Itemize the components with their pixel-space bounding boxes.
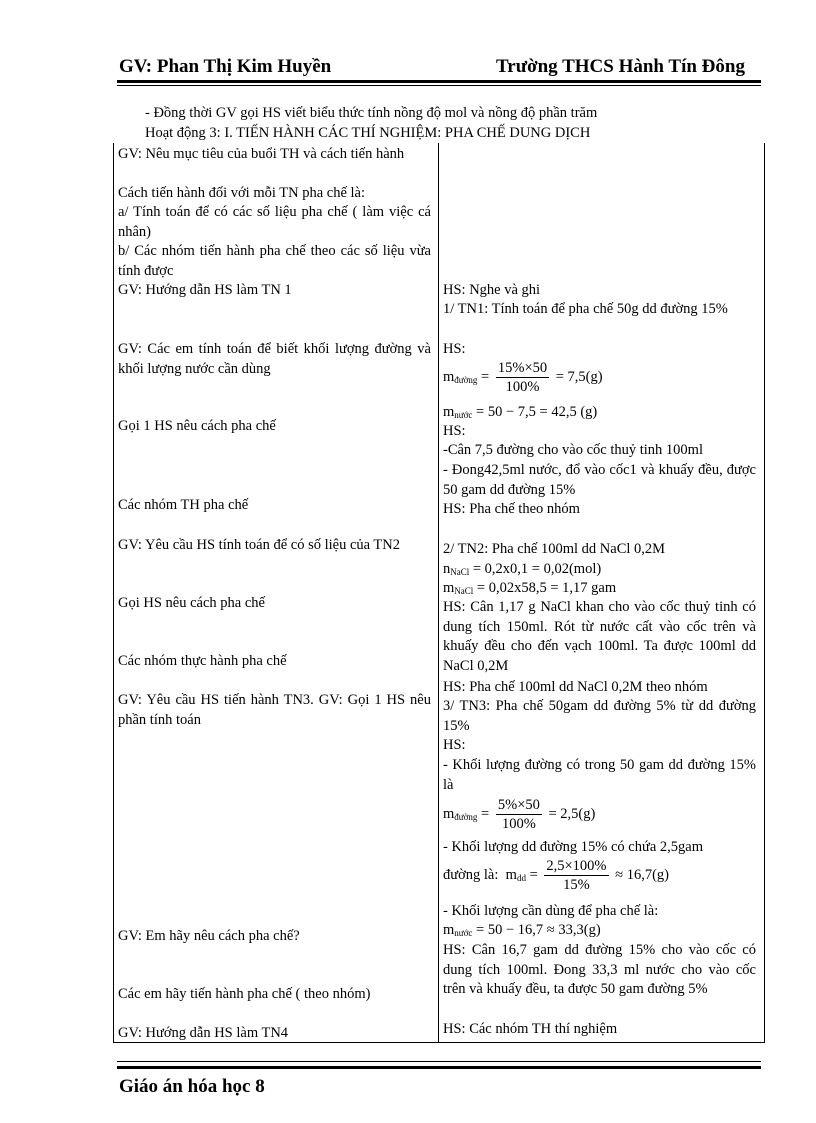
left-tn3-calc: GV: Yêu cầu HS tiến hành TN3. GV: Gọi 1 HS nêu phần tính toán bbox=[118, 692, 431, 728]
left-tn1-guide: GV: Hướng dẫn HS làm TN 1 bbox=[118, 282, 292, 298]
header-teacher: GV: Phan Thị Kim Huyền bbox=[119, 56, 332, 77]
left-tn2-method: Gọi HS nêu cách pha chế bbox=[118, 595, 265, 611]
left-tn3-practice: Các em hãy tiến hành pha chế ( theo nhóm) bbox=[118, 986, 371, 1002]
table-column-divider bbox=[438, 143, 439, 1042]
left-tn1-calc: GV: Các em tính toán để biết khối lượng đường và khối lượng nước cần dùng bbox=[118, 341, 431, 377]
formula-nacl-mass: $m_{NaCl} = 0,02x58,5 = 1,17$ gam bbox=[443, 580, 617, 596]
intro-line-2: Hoạt động 3: I. TIẾN HÀNH CÁC THÍ NGHIỆM: PHA CHẾ DUNG DỊCH bbox=[145, 125, 591, 141]
right-hs-label: HS: bbox=[443, 423, 466, 439]
left-tn3-method: GV: Em hãy nêu cách pha chế? bbox=[118, 928, 300, 944]
footer-title: Giáo án hóa học 8 bbox=[119, 1076, 265, 1097]
left-tn4-guide: GV: Hướng dẫn HS làm TN4 bbox=[118, 1025, 289, 1041]
formula-sugar-mass-tn3: $m_{đường}$ = $\frac{5\%\times 50}{100\%}$ = 2,5(g) bbox=[443, 797, 596, 832]
right-tn1-mix: - Đong42,5ml nước, đổ vào cốc1 và khuấy đều, được 50 gam dd đường 15% bbox=[443, 462, 756, 498]
right-tn3-sugar-text: - Khối lượng đường có trong 50 gam dd đường 15% là bbox=[443, 757, 756, 793]
left-step-b: b/ Các nhóm tiến hành pha chế theo các số liệu vừa tính được bbox=[118, 243, 431, 279]
right-tn2-method: HS: Cân 1,17 g NaCl khan cho vào cốc thuỷ tinh có dung tích 150ml. Rót từ nước cất vào cốc trên và khuấy đều cho đến vạch 100ml. Ta được 100ml dd NaCl 0,2M bbox=[443, 599, 756, 674]
left-tn2-practice: Các nhóm thực hành pha chế bbox=[118, 653, 287, 669]
right-tn3-title: 3/ TN3: Pha chế 50gam dd đường 5% từ dd đường 15% bbox=[443, 698, 756, 734]
right-tn1-group: HS: Pha chế theo nhóm bbox=[443, 501, 580, 517]
formula-water-mass-tn3: $m_{nước} = 50 - 16,7 \approx 33,3(g)$ bbox=[443, 922, 601, 938]
left-goal: GV: Nêu mục tiêu của buổi TH và cách tiến hành bbox=[118, 146, 405, 162]
left-procedure: Cách tiến hành đối với mỗi TN pha chế là: bbox=[118, 185, 365, 201]
header-rule-thick bbox=[117, 80, 761, 83]
footer-rule-thick bbox=[117, 1066, 761, 1069]
formula-solution-mass: đường là: $m_{dd}$ = $\frac{2,5\times 100\%}{15\%}$ ≈ 16,7(g) bbox=[443, 858, 670, 893]
right-tn3-method: HS: Cân 16,7 gam dd đường 15% cho vào cốc có dung tích 100ml. Đong 33,3 ml nước cho vào cốc trên và khuấy đều, ta được 50 gam đường 5% bbox=[443, 942, 756, 997]
right-hs-label: HS: bbox=[443, 341, 466, 357]
right-tn4-group: HS: Các nhóm TH thí nghiệm bbox=[443, 1021, 618, 1037]
footer-rule-thin bbox=[117, 1061, 761, 1062]
left-tn1-practice: Các nhóm TH pha chế bbox=[118, 497, 249, 513]
right-tn2-group: HS: Pha chế 100ml dd NaCl 0,2M theo nhóm bbox=[443, 679, 708, 695]
header-school: Trường THCS Hành Tín Đông bbox=[496, 56, 745, 77]
right-tn1-title: 1/ TN1: Tính toán để pha chế 50g dd đường 15% bbox=[443, 301, 728, 317]
left-tn1-method: Gọi 1 HS nêu cách pha chế bbox=[118, 418, 276, 434]
right-listen: HS: Nghe và ghi bbox=[443, 282, 541, 298]
right-tn3-need-text: - Khối lượng cần dùng để pha chế là: bbox=[443, 903, 659, 919]
header-rule-thin bbox=[117, 85, 761, 86]
left-tn2-calc: GV: Yêu cầu HS tính toán để có số liệu của TN2 bbox=[118, 537, 401, 553]
right-hs-label: HS: bbox=[443, 737, 466, 753]
right-tn2-title: 2/ TN2: Pha chế 100ml dd NaCl 0,2M bbox=[443, 541, 666, 557]
left-step-a: a/ Tính toán để có các số liệu pha chế ( làm việc cá nhân) bbox=[118, 204, 431, 240]
intro-line-1: - Đồng thời GV gọi HS viết biểu thức tính nồng độ mol và nồng độ phần trăm bbox=[145, 105, 598, 121]
formula-water-mass-tn1: $m_{nước} = 50 - 7,5 = 42,5$ (g) bbox=[443, 404, 598, 420]
right-tn3-solution-text: - Khối lượng dd đường 15% có chứa 2,5gam bbox=[443, 839, 703, 855]
right-tn1-weigh: -Cân 7,5 đường cho vào cốc thuỷ tinh 100ml bbox=[443, 442, 703, 458]
formula-sugar-mass-tn1: $m_{đường}$ = $\frac{15\%\times 50}{100\%}$ = 7,5(g) bbox=[443, 360, 603, 395]
formula-nacl-moles: $n_{NaCl} = 0,2x0,1 = 0,02(mol)$ bbox=[443, 561, 602, 577]
